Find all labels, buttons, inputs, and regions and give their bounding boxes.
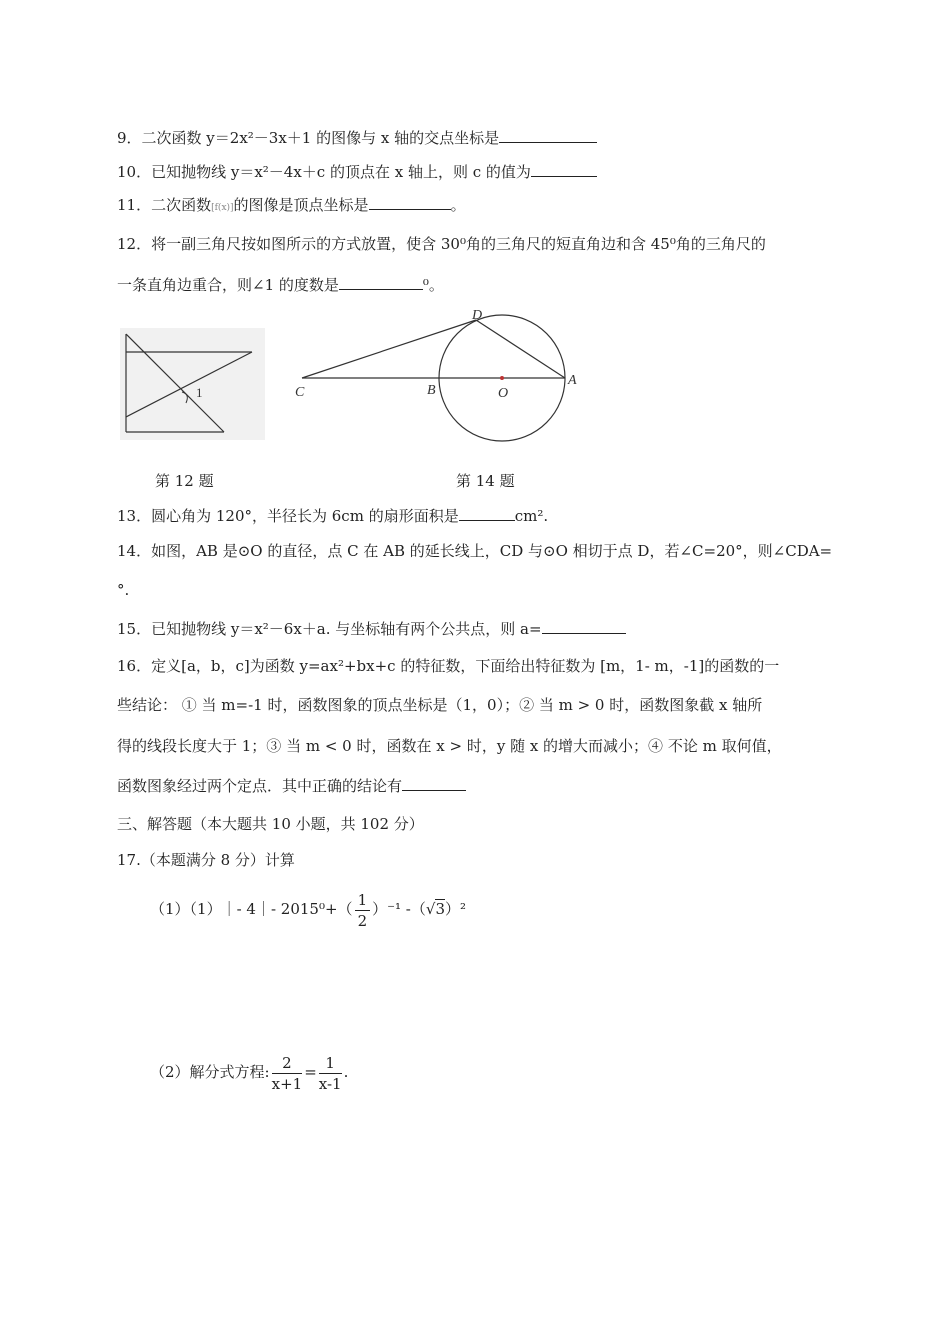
fraction-numerator: 2 xyxy=(272,1053,303,1074)
formula-placeholder: [f(x)] xyxy=(211,203,234,213)
question-12-line1: 12．将一副三角尺按如图所示的方式放置，使含 30⁰角的三角尺的短直角边和含 45⁰角的三角尺的 xyxy=(117,235,766,253)
part1-suffix: ）² xyxy=(445,900,467,918)
sqrt-symbol: √ xyxy=(425,900,436,918)
figure-14-circle xyxy=(290,304,590,444)
answer-blank[interactable] xyxy=(531,162,597,177)
question-11-suffix: 的图像是顶点坐标是 xyxy=(233,196,369,214)
question-11-end: 。 xyxy=(450,196,466,214)
angle-1-label: 1 xyxy=(196,385,203,400)
chord-da xyxy=(476,320,565,378)
figure-12-caption: 第 12 题 xyxy=(155,472,214,490)
fraction-numerator: 1 xyxy=(319,1053,342,1074)
question-16-prefix: 函数图象经过两个定点．其中正确的结论有 xyxy=(117,777,403,795)
fraction-lhs xyxy=(272,1053,303,1094)
question-9 xyxy=(117,128,597,148)
question-12-line2 xyxy=(117,275,444,295)
answer-blank[interactable] xyxy=(339,275,423,290)
tangent-cd xyxy=(302,320,476,378)
part1-mid: ）⁻¹ -（ xyxy=(372,900,426,918)
question-13 xyxy=(117,506,548,526)
question-16-line4 xyxy=(117,776,466,796)
part2-end: . xyxy=(343,1063,349,1081)
figure-12-triangles xyxy=(120,328,265,440)
question-11 xyxy=(117,195,466,218)
question-17-part1 xyxy=(150,889,466,931)
answer-blank[interactable] xyxy=(369,195,451,210)
question-12-prefix: 一条直角边重合，则∠1 的度数是 xyxy=(117,276,339,294)
question-14-line2: °. xyxy=(117,581,130,599)
answer-blank[interactable] xyxy=(542,619,626,634)
fraction-denominator: x-1 xyxy=(318,1074,342,1093)
center-point xyxy=(500,376,504,380)
question-16-line2: 些结论： ① 当 m=-1 时，函数图象的顶点坐标是（1，0）；② 当 m > 0 时，函数图象截 x 轴所 xyxy=(117,696,763,714)
part2-prefix: （2）解分式方程: xyxy=(150,1063,270,1081)
point-c-label: C xyxy=(295,385,305,400)
question-14-line1: 14．如图，AB 是⊙O 的直径，点 C 在 AB 的延长线上，CD 与⊙O 相切于点 D，若∠C=20°，则∠CDA= xyxy=(117,542,833,560)
fraction-denominator: 2 xyxy=(357,911,368,930)
question-10-text: 10．已知抛物线 y＝x²－4x＋c 的顶点在 x 轴上，则 c 的值为 xyxy=(117,163,531,181)
question-12-suffix: ⁰。 xyxy=(422,276,444,294)
question-15 xyxy=(117,619,626,639)
question-9-text: 9．二次函数 y＝2x²－3x＋1 的图像与 x 轴的交点坐标是 xyxy=(117,129,500,147)
point-b-label: B xyxy=(427,383,436,398)
question-11-prefix: 11．二次函数 xyxy=(117,196,212,214)
point-d-label: D xyxy=(472,308,483,323)
part1-prefix: （1）（1）｜- 4｜- 2015⁰+（ xyxy=(150,900,353,918)
section-3-title: 三、解答题（本大题共 10 小题，共 102 分） xyxy=(117,815,424,833)
answer-blank[interactable] xyxy=(499,128,597,143)
question-16-line1: 16．定义[a，b，c]为函数 y=ax²+bx+c 的特征数，下面给出特征数为 [m，1- m，-1]的函数的一 xyxy=(117,657,780,675)
figure-12-background xyxy=(120,328,265,440)
equals-sign: = xyxy=(304,1063,317,1081)
question-15-prefix: 15．已知抛物线 y＝x²－6x＋a. 与坐标轴有两个公共点，则 a= xyxy=(117,620,542,638)
question-13-suffix: cm². xyxy=(514,507,549,525)
fraction-numerator: 1 xyxy=(355,890,371,911)
fraction-denominator: x+1 xyxy=(271,1074,303,1093)
figure-14-caption: 第 14 题 xyxy=(456,472,515,490)
fraction-one-half xyxy=(355,890,371,931)
answer-blank[interactable] xyxy=(402,776,466,791)
answer-blank[interactable] xyxy=(459,506,515,521)
question-16-line3: 得的线段长度大于 1；③ 当 m < 0 时，函数在 x > 时，y 随 x 的增大而减小；④ 不论 m 取何值， xyxy=(117,737,782,755)
question-13-prefix: 13．圆心角为 120°，半径长为 6cm 的扇形面积是 xyxy=(117,507,459,525)
point-a-label: A xyxy=(568,373,577,388)
question-17-title: 17.（本题满分 8 分）计算 xyxy=(117,851,295,869)
fraction-rhs xyxy=(319,1053,342,1094)
question-17-part2 xyxy=(150,1052,348,1094)
sqrt-radicand: 3 xyxy=(435,900,445,918)
question-10 xyxy=(117,162,597,182)
point-o-label: O xyxy=(498,386,509,401)
